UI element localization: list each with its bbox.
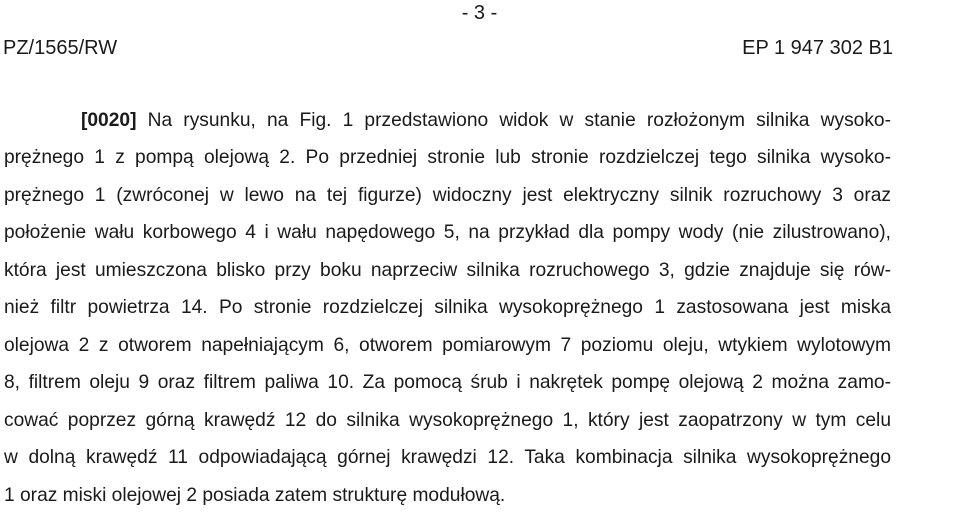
paragraph-line-1-text: Na rysunku, na Fig. 1 przedstawiono widok w stanie rozłożonym silnika wysoko-	[136, 110, 891, 131]
paragraph-line-1	[81, 109, 891, 133]
paragraph-line-3: prężnego 1 (zwróconej w lewo na tej figurze) widoczny jest elektryczny silnik rozruchowy 3 oraz	[4, 185, 891, 206]
paragraph-line-7: olejowa 2 z otworem napełniającym 6, otworem pomiarowym 7 poziomu oleju, wtykiem wylotowym	[4, 335, 891, 356]
paragraph-line-2: prężnego 1 z pompą olejową 2. Po przedniej stronie lub stronie rozdzielczej tego silnika wysoko-	[4, 147, 891, 168]
paragraph-line-9: cować poprzez górną krawędź 12 do silnika wysokoprężnego 1, który jest zaopatrzony w tym celu	[4, 410, 891, 431]
paragraph-line-11: 1 oraz miski olejowej 2 posiada zatem strukturę modułową.	[4, 485, 506, 506]
document-reference-left: PZ/1565/RW	[3, 37, 118, 59]
page-number: - 3 -	[461, 2, 498, 24]
paragraph-line-10: w dolną krawędź 11 odpowiadającą górnej krawędzi 12. Taka kombinacja silnika wysokoprężnego	[4, 447, 891, 468]
document-reference-right: EP 1 947 302 B1	[742, 37, 893, 59]
paragraph-line-5: która jest umieszczona blisko przy boku naprzeciw silnika rozruchowego 3, gdzie znajduje się rów-	[4, 260, 891, 281]
paragraph-line-6: nież filtr powietrza 14. Po stronie rozdzielczej silnika wysokoprężnego 1 zastosowana jest miska	[4, 297, 891, 318]
paragraph-line-4: położenie wału korbowego 4 i wału napędowego 5, na przykład dla pompy wody (nie zilustrowano),	[4, 222, 891, 243]
paragraph-number: [0020]	[81, 110, 137, 131]
paragraph-line-8: 8, filtrem oleju 9 oraz filtrem paliwa 10. Za pomocą śrub i nakrętek pompę olejową 2 można zamo-	[4, 372, 891, 393]
